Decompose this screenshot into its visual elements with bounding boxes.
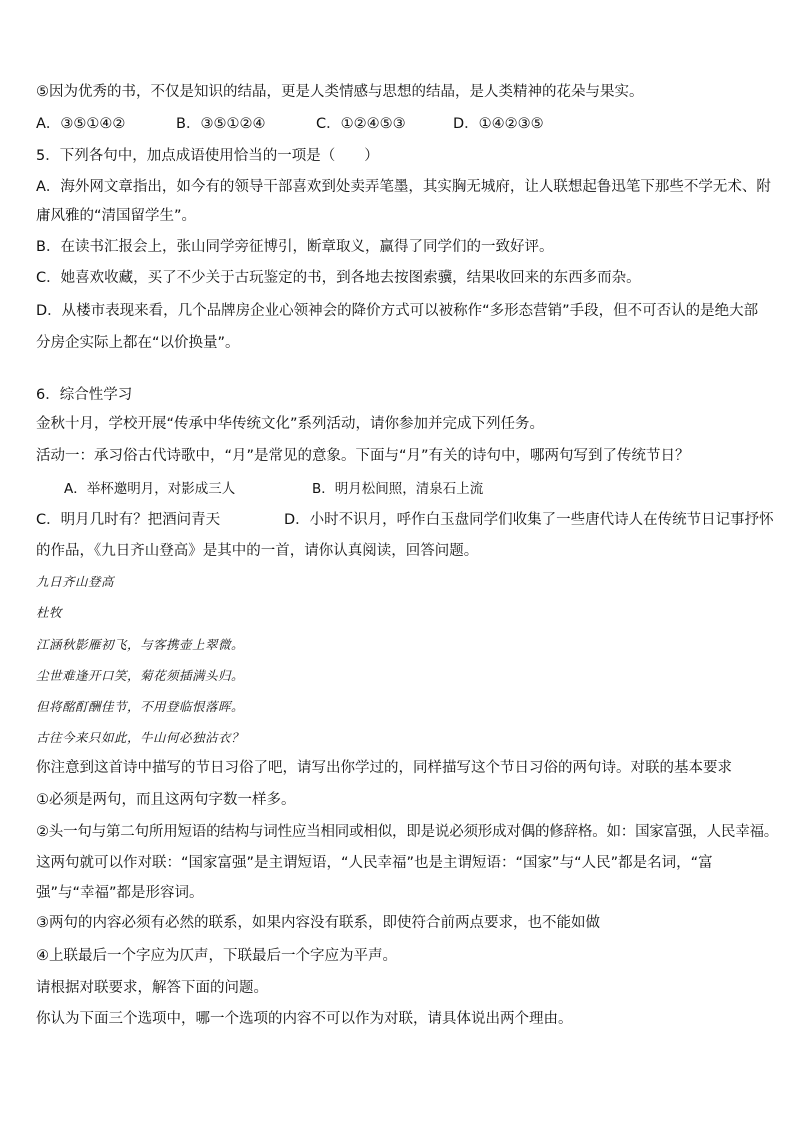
- couplet-question: 你认为下面三个选项中，哪一个选项的内容不可以作为对联，请具体说出两个理由。: [36, 1011, 573, 1027]
- q4-option-c: C．①②④⑤③: [316, 116, 406, 132]
- q6-option-a: A．举杯邀明月，对影成三人: [64, 481, 236, 497]
- q6-option-c: C．明月几时有？把酒问青天: [36, 512, 221, 528]
- poem-title: 九日齐山登高: [36, 574, 115, 589]
- q6-activity1: 活动一：承习俗古代诗歌中，“月”是常见的意象。下面与“月”有关的诗句中，哪两句写到了传统节日？: [36, 448, 690, 464]
- q6-option-d-line2: 的作品，《九日齐山登高》是其中的一首，请你认真阅读，回答问题。: [36, 543, 479, 559]
- q6-title: 6．综合性学习: [36, 387, 133, 403]
- q4-item5: ⑤因为优秀的书，不仅是知识的结晶，更是人类情感与思想的结晶，是人类精神的花朵与果实。: [36, 84, 644, 100]
- couplet-requirement-3: ③两句的内容必须有必然的联系，如果内容没有联系，即使符合前两点要求，也不能如做: [36, 915, 600, 931]
- q5-option-a-line1: A．海外网文章指出，如今有的领导干部喜欢到处卖弄笔墨，其实胸无城府，让人联想起鲁迅笔下那些不学无术、附: [36, 179, 771, 195]
- couplet-requirement-2-line1: ②头一句与第二句所用短语的结构与词性应当相同或相似，即是说必须形成对偶的修辞格。如：国家富强，人民幸福。: [36, 824, 779, 840]
- q4-option-a: A．③⑤①④②: [36, 116, 126, 132]
- poem-author: 杜牧: [36, 605, 63, 620]
- poem-line: 江涵秋影雁初飞，与客携壶上翠微。: [36, 637, 245, 652]
- couplet-requirement-2-line2: 这两句就可以作对联：“国家富强”是主谓短语，“人民幸福”也是主谓短语：“国家”与“人民”都是名词，“富: [36, 855, 713, 871]
- q4-option-d: D．①④②③⑤: [453, 116, 544, 132]
- q5-stem: 5．下列各句中，加点成语使用恰当的一项是（ ）: [36, 148, 379, 164]
- q5-option-a-line2: 庸风雅的“清国留学生”。: [36, 208, 197, 224]
- couplet-requirement-2-line3: 强”与“幸福”都是形容词。: [36, 885, 204, 901]
- q6-option-d-line1: D．小时不识月，呼作白玉盘同学们收集了一些唐代诗人在传统节日记事抒怀: [284, 512, 774, 528]
- q6-intro: 金秋十月，学校开展“传承中华传统文化”系列活动，请你参加并完成下列任务。: [36, 416, 545, 432]
- q4-option-b: B．③⑤①②④: [176, 116, 266, 132]
- q5-option-c: C．她喜欢收藏，买了不少关于古玩鉴定的书，到各地去按图索骥，结果收回来的东西多而杂。: [36, 270, 641, 286]
- poem-line: 尘世难逢开口笑，菊花须插满头归。: [36, 668, 245, 683]
- couplet-requirement-1: ①必须是两句，而且这两句字数一样多。: [36, 792, 296, 808]
- q5-option-d-line2: 分房企实际上都在“以价换量”。: [36, 335, 240, 351]
- couplet-prompt: 你注意到这首诗中描写的节日习俗了吧，请写出你学过的，同样描写这个节日习俗的两句诗。对联的基本要求: [36, 760, 732, 776]
- q6-option-b: B．明月松间照，清泉石上流: [312, 481, 484, 497]
- couplet-instruction: 请根据对联要求，解答下面的问题。: [36, 980, 268, 996]
- q5-option-b: B．在读书汇报会上，张山同学旁征博引，断章取义，赢得了同学们的一致好评。: [36, 239, 554, 255]
- couplet-requirement-4: ④上联最后一个字应为仄声，下联最后一个字应为平声。: [36, 948, 397, 964]
- q5-option-d-line1: D．从楼市表现来看，几个品牌房企业心领神会的降价方式可以被称作“多形态营销”手段，但不可否认的是绝大部: [36, 303, 759, 319]
- poem-line: 但将酩酊酬佳节，不用登临恨落晖。: [36, 699, 245, 714]
- poem-line: 古往今来只如此，牛山何必独沾衣？: [36, 730, 245, 745]
